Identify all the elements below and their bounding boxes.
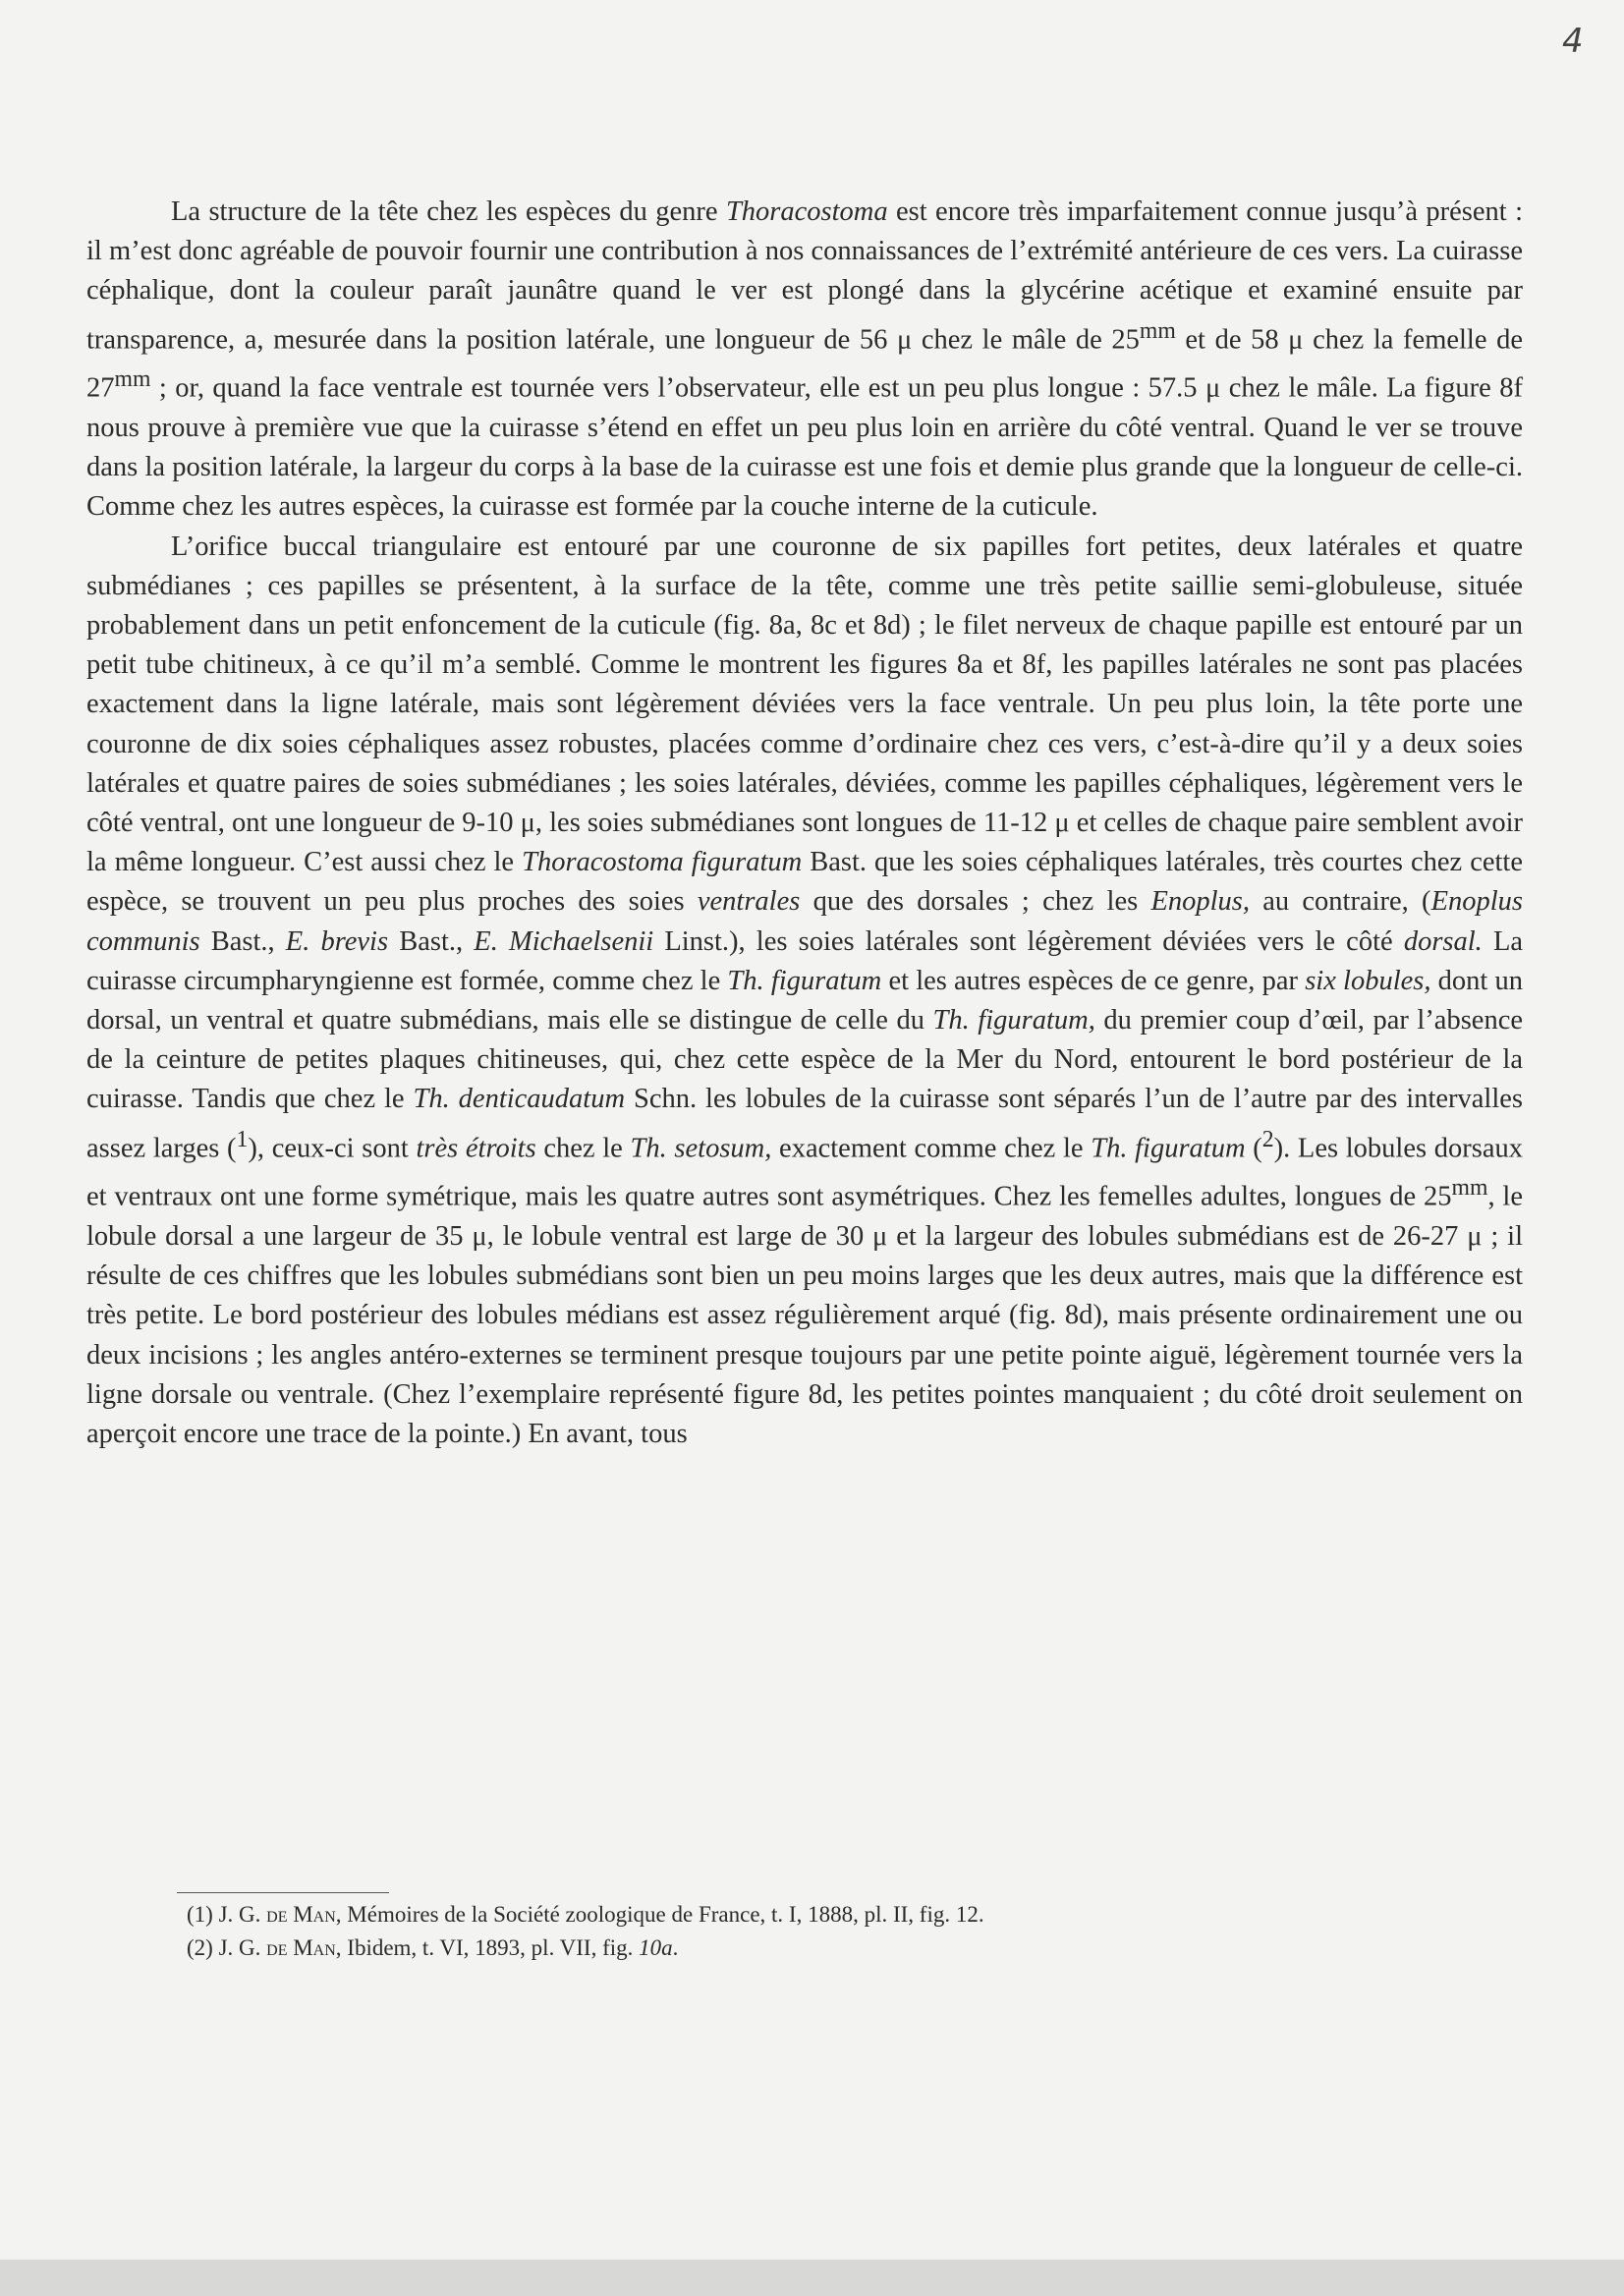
text-run: dont un dorsal, un ventral et quatre submédians, mais elle se distingue de celle du xyxy=(86,965,1524,1036)
text-run: chez le xyxy=(535,1133,631,1164)
species-name: E. brevis xyxy=(285,925,389,957)
species-name: Enoplus communis xyxy=(86,886,1523,957)
text-run: , le lobule dorsal a une largeur de 35 μ, le lobule ventral est large de 30 μ et la largeur des lobules submédians est de 26-27 μ ; il résulte de ces chiffres que les lobules submédians sont bien un peu moins larges que les deux autres, mais que la différence est très petite. Le bord postérieur des lobules médians est assez régulièrement arqué (fig. 8d), mais présente ordinairement une ou deux incisions ; les angles antéro-externes se terminent presque toujours par une petite pointe aiguë, légèrement tournée vers la ligne dorsale ou ventrale. (Chez l’exemplaire représenté figure 8d, les petites pointes manquaient ; du côté droit seulement on aperçoit encore une trace de la pointe.) En avant, tous xyxy=(86,1181,1523,1450)
paragraph-1 xyxy=(86,193,1523,528)
author-name: de Man xyxy=(266,1902,336,1927)
text-run: Schn. les lobules de la cuirasse sont séparés l’un de l’autre par des intervalles assez larges ( xyxy=(86,1084,1523,1164)
footnote-marker: (1) xyxy=(187,1902,213,1927)
text-run: que des dorsales ; chez les xyxy=(800,886,1151,918)
text-run: et les autres espèces de ce genre, par xyxy=(881,965,1306,996)
footnote-2 xyxy=(187,1932,1464,1965)
species-name: Th. denticaudatum xyxy=(413,1084,626,1115)
footnote-ref: 1 xyxy=(236,1126,249,1152)
text-run: La cuirasse circumpharyngienne est formée, comme chez le xyxy=(86,925,1524,996)
species-name: Th. figuratum, xyxy=(932,1005,1095,1036)
text-run: du premier coup d’œil, par l’absence de la ceinture de petites plaques chitineuses, qui, chez cette espèce de la Mer du Nord, entourent le bord postérieur de la cuirasse. Tandis que chez le xyxy=(86,1005,1523,1115)
species-name: Thoracostoma figuratum xyxy=(522,847,803,878)
species-name: Th. figuratum xyxy=(1091,1133,1246,1164)
citation-text: , Mémoires de la Société zoologique de France, t. I, 1888, pl. II, fig. 12. xyxy=(335,1902,984,1927)
footnote-ref: 2 xyxy=(1261,1126,1274,1152)
citation-end: . xyxy=(672,1935,679,1960)
footnote-marker: (2) xyxy=(187,1935,213,1960)
figure-label: 10a xyxy=(639,1935,673,1960)
genus-name: Enoplus, xyxy=(1150,886,1250,918)
body-text xyxy=(86,193,1523,1454)
author-name: de Man xyxy=(266,1935,336,1960)
paragraph-2 xyxy=(86,528,1523,1455)
footnote-1 xyxy=(187,1898,1464,1932)
unit-superscript: mm xyxy=(1139,317,1176,344)
citation-text: , Ibidem, t. VI, 1893, pl. VII, fig. xyxy=(335,1935,640,1960)
text-run: est encore très imparfaitement connue jusqu’à présent : il m’est donc agréable de pouvoir fournir une contribution à nos connaissances de l’extrémité antérieure de ces vers. La cuirasse céphalique, dont la couleur paraît jaunâtre quand le ver est plongé dans la glycérine acétique et examiné ensuite par transparence, a, mesurée dans la position latérale, une longueur de 56 μ chez le mâle de 25 xyxy=(86,196,1523,356)
species-name: Th. figuratum xyxy=(727,965,882,996)
text-run: Bast., xyxy=(199,925,286,957)
text-run: L’orifice buccal triangulaire est entouré par une couronne de six papilles fort petites, deux latérales et quatre submédianes ; ces papilles se présentent, à la surface de la tête, comme une très petite saillie semi-globuleuse, située probablement dans un petit enfoncement de la cuticule (fig. 8a, 8c et 8d) ; le filet nerveux de chaque papille est entouré par un petit tube chitineux, à ce qu’il m’a semblé. Comme le montrent les figures 8a et 8f, les papilles latérales ne sont pas placées exactement dans la ligne latérale, mais sont légèrement déviées vers la face ventrale. Un peu plus loin, la tête porte une couronne de dix soies céphaliques assez robustes, placées comme d’ordinaire chez ces vers, c’est-à-dire qu’il y a deux soies latérales et quatre paires de soies submédianes ; les soies latérales, déviées, comme les papilles céphaliques, légèrement vers le côté ventral, ont une longueur de 9-10 μ, les soies submédianes sont longues de 11-12 μ et celles de chaque paire semblent avoir la même longueur. C’est aussi chez le xyxy=(86,531,1524,878)
species-name: E. Michaelsenii xyxy=(474,925,654,957)
text-run: et de 58 μ chez la femelle de 27 xyxy=(86,324,1523,404)
emphasis: ventrales xyxy=(697,886,801,918)
emphasis: six lobules, xyxy=(1305,965,1431,996)
footnotes xyxy=(187,1898,1464,1965)
emphasis: très étroits xyxy=(416,1133,536,1164)
emphasis: dorsal. xyxy=(1403,925,1483,957)
scan-bottom-edge xyxy=(0,2260,1624,2296)
text-run: Bast., xyxy=(388,925,475,957)
text-run: Bast. que les soies céphaliques latérales, très courtes chez cette espèce, se trouvent un peu plus proches des soies xyxy=(86,847,1523,918)
text-run: ( xyxy=(1245,1133,1262,1164)
unit-superscript: mm xyxy=(114,366,151,393)
species-name: Th. setosum, xyxy=(630,1133,772,1164)
page-number: 4 xyxy=(1562,22,1584,61)
author-initials: J. G. xyxy=(218,1935,267,1960)
text-run: exactement comme chez le xyxy=(771,1133,1092,1164)
text-run: ; or, quand la face ventrale est tournée vers l’observateur, elle est un peu plus longue : 57.5 μ chez le mâle. La figure 8f nous prouve à première vue que la cuirasse s’étend en effet un peu plus loin en arrière du côté ventral. Quand le ver se trouve dans la position latérale, la largeur du corps à la base de la cuirasse est une fois et demie plus grande que la longueur de celle-ci. Comme chez les autres espèces, la cuirasse est formée par la couche interne de la cuticule. xyxy=(86,372,1523,523)
text-run: au contraire, ( xyxy=(1250,886,1431,918)
genus-name: Thoracostoma xyxy=(725,196,888,227)
footnote-divider xyxy=(177,1892,389,1893)
text-run: La structure de la tête chez les espèces du genre xyxy=(171,196,726,227)
text-run: ), ceux-ci sont xyxy=(248,1133,417,1164)
text-run: ). Les lobules dorsaux et ventraux ont une forme symétrique, mais les quatre autres sont asymétriques. Chez les femelles adultes, longues de 25 xyxy=(86,1133,1524,1212)
text-run: Linst.), les soies latérales sont légèrement déviées vers le côté xyxy=(653,925,1404,957)
author-initials: J. G. xyxy=(218,1902,267,1927)
unit-superscript: mm xyxy=(1451,1175,1488,1202)
